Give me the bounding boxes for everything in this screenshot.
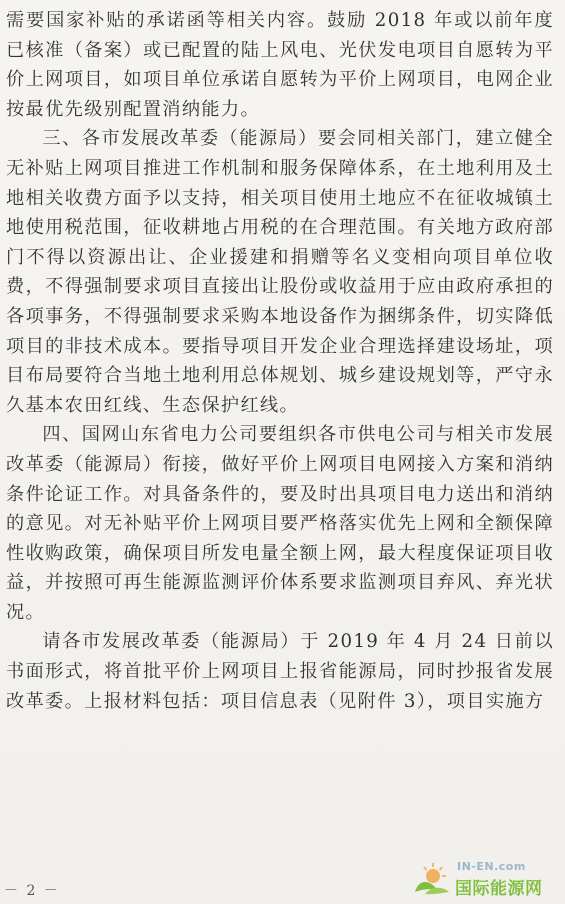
page-number: － 2 － [4, 883, 60, 899]
paragraph-submission-request: 请各市发展改革委（能源局）于 2019 年 4 月 24 日前以书面形式，将首批平价上网项目上报省能源局，同时抄报省发展改革委。上报材料包括：项目信息表（见附件 3），项目实施方 [6, 631, 554, 712]
watermark [405, 856, 555, 900]
paragraph-item-four: 四、国网山东省电力公司要组织各市供电公司与相关市发展改革委（能源局）衔接，做好平价上网项目电网接入方案和消纳条件论证工作。对具备条件的，要及时出具项目电力送出和消纳的意见。对无补贴平价上网项目要严格落实优先上网和全额保障性收购政策，确保项目所发电量全额上网，最大程度保证项目收益，并按照可再生能源监测评价体系要求监测项目弃风、弃光状况。 [6, 424, 554, 623]
paragraph-item-three: 三、各市发展改革委（能源局）要会同相关部门，建立健全无补贴上网项目推进工作机制和服务保障体系，在土地利用及土地相关收费方面予以支持，相关项目使用土地应不在征收城镇土地使用税范围，征收耕地占用税的在合理范围。有关地方政府部门不得以资源出让、企业援建和捐赠等名义变相向项目单位收费，不得强制要求项目直接出让股份或收益用于应由政府承担的各项事务，不得强制要求采购本地设备作为捆绑条件，切实降低项目的非技术成本。要指导项目开发企业合理选择建设场址，项目布局要符合当地土地利用总体规划、城乡建设规划等，严守永久基本农田红线、生态保护红线。 [6, 128, 554, 416]
watermark-brand-text: 国际能源网 [455, 879, 543, 899]
paragraph-continuation: 需要国家补贴的承诺函等相关内容。鼓励 2018 年或以前年度已核准（备案）或已配置的陆上风电、光伏发电项目自愿转为平价上网项目，如项目单位承诺自愿转为平价上网项目，电网企业按最优先级别配置消纳能力。 [6, 10, 554, 120]
watermark-domain-text: IN-EN.com [457, 860, 526, 873]
sun-leaf-logo-icon [411, 860, 453, 896]
document-body [6, 6, 554, 716]
